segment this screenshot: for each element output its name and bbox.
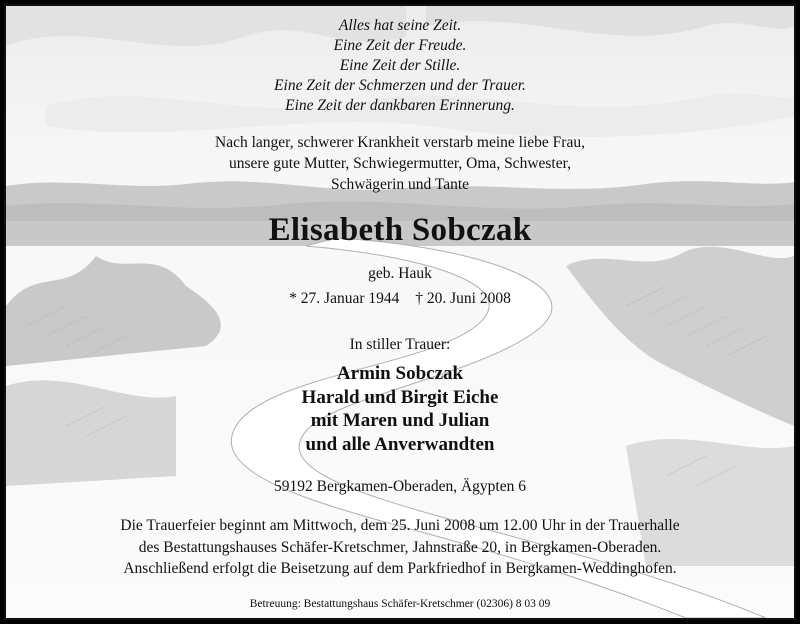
announcement-text bbox=[6, 132, 794, 195]
announcement-line: unsere gute Mutter, Schwiegermutter, Oma, Schwester, bbox=[228, 155, 572, 172]
bereaved-family bbox=[6, 362, 794, 456]
poem-line: Eine Zeit der Freude. bbox=[333, 37, 467, 54]
poem-line: Eine Zeit der Schmerzen und der Trauer. bbox=[274, 77, 526, 94]
family-line: Armin Sobczak bbox=[336, 363, 464, 384]
maiden-name: geb. Hauk bbox=[368, 265, 432, 282]
family-address: 59192 Bergkamen-Oberaden, Ägypten 6 bbox=[274, 478, 526, 495]
poem-line: Eine Zeit der dankbaren Erinnerung. bbox=[285, 97, 515, 114]
family-line: mit Maren und Julian bbox=[310, 410, 490, 431]
family-line: und alle Anverwandten bbox=[305, 433, 495, 455]
deceased-name: Elisabeth Sobczak bbox=[268, 212, 532, 248]
mourning-label: In stiller Trauer: bbox=[349, 336, 451, 353]
ceremony-line: Die Trauerfeier beginnt am Mittwoch, dem 25. Juni 2008 um 12.00 Uhr in der Trauerhalle bbox=[120, 517, 680, 534]
funeral-home-note: Betreuung: Bestattungshaus Schäfer-Kretschmer (02306) 8 03 09 bbox=[249, 598, 551, 610]
life-dates bbox=[6, 290, 794, 308]
poem-line: Alles hat seine Zeit. bbox=[338, 17, 462, 34]
family-line: Harald und Birgit Eiche bbox=[301, 386, 499, 408]
ceremony-line: Anschließend erfolgt die Beisetzung auf dem Parkfriedhof in Bergkamen-Weddinghofen. bbox=[123, 560, 677, 577]
ceremony-line: des Bestattungshauses Schäfer-Kretschmer, Jahnstraße 20, in Bergkamen-Oberaden. bbox=[138, 538, 662, 556]
poem-line: Eine Zeit der Stille. bbox=[339, 57, 461, 74]
poem bbox=[6, 16, 794, 116]
announcement-line: Nach langer, schwerer Krankheit verstarb meine liebe Frau, bbox=[215, 134, 585, 151]
obituary-notice bbox=[4, 4, 796, 620]
birth-date: * 27. Januar 1944 bbox=[289, 290, 400, 307]
death-date: † 20. Juni 2008 bbox=[415, 290, 511, 307]
announcement-line: Schwägerin und Tante bbox=[330, 176, 470, 193]
ceremony-details bbox=[6, 515, 794, 580]
